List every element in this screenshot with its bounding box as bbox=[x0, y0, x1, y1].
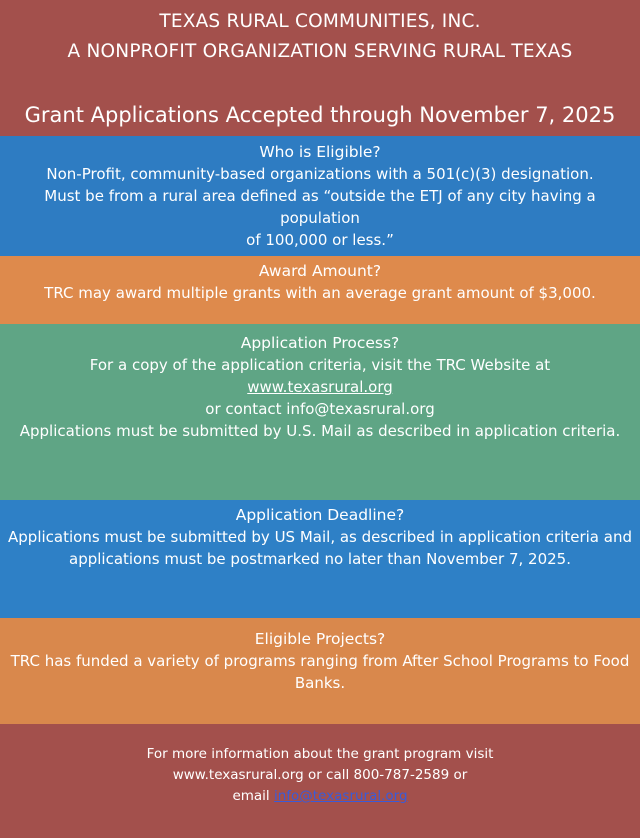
eligibility-line-2: Must be from a rural area defined as “outside the ETJ of any city having a bbox=[44, 187, 596, 205]
website-link[interactable]: www.texasrural.org bbox=[247, 378, 393, 396]
award-text: TRC may award multiple grants with an average grant amount of $3,000. bbox=[44, 284, 596, 302]
footer-line-1: For more information about the grant program visit bbox=[146, 746, 494, 762]
eligibility-line-4: of 100,000 or less.” bbox=[246, 231, 394, 249]
footer-line-3 bbox=[0, 786, 640, 807]
org-name: TEXAS RURAL COMMUNITIES, INC. bbox=[159, 11, 481, 32]
process-section bbox=[0, 324, 640, 500]
process-line-3: Applications must be submitted by U.S. Mail as described in application criteria. bbox=[19, 422, 621, 440]
projects-title: Eligible Projects? bbox=[254, 630, 386, 648]
projects-section bbox=[0, 618, 640, 724]
award-section bbox=[0, 256, 640, 324]
eligibility-title: Who is Eligible? bbox=[259, 143, 381, 161]
eligibility-line-3: population bbox=[280, 209, 360, 227]
eligibility-line-1: Non-Profit, community-based organizations with a 501(c)(3) designation. bbox=[46, 165, 594, 183]
deadline-section bbox=[0, 500, 640, 618]
eligibility-section bbox=[0, 136, 640, 256]
grant-deadline-banner: Grant Applications Accepted through November 7, 2025 bbox=[24, 103, 616, 127]
process-line-2: or contact info@texasrural.org bbox=[205, 400, 435, 418]
footer-line-2: www.texasrural.org or call 800-787-2589 or bbox=[172, 767, 468, 783]
deadline-text: Applications must be submitted by US Mail, as described in application criteria and applications must be postmarked no later than November 7, 2025. bbox=[8, 528, 632, 568]
footer-email-link[interactable]: info@texasrural.org bbox=[273, 788, 408, 804]
award-title: Award Amount? bbox=[258, 262, 382, 280]
process-line-1: For a copy of the application criteria, visit the TRC Website at bbox=[89, 356, 551, 374]
deadline-title: Application Deadline? bbox=[235, 506, 405, 524]
projects-text: TRC has funded a variety of programs ranging from After School Programs to Food Banks. bbox=[10, 652, 630, 692]
footer-band bbox=[0, 724, 640, 838]
org-tagline: A NONPROFIT ORGANIZATION SERVING RURAL TEXAS bbox=[67, 41, 573, 62]
footer-email-prefix: email bbox=[232, 788, 270, 804]
process-title: Application Process? bbox=[240, 334, 400, 352]
header-band bbox=[0, 0, 640, 136]
